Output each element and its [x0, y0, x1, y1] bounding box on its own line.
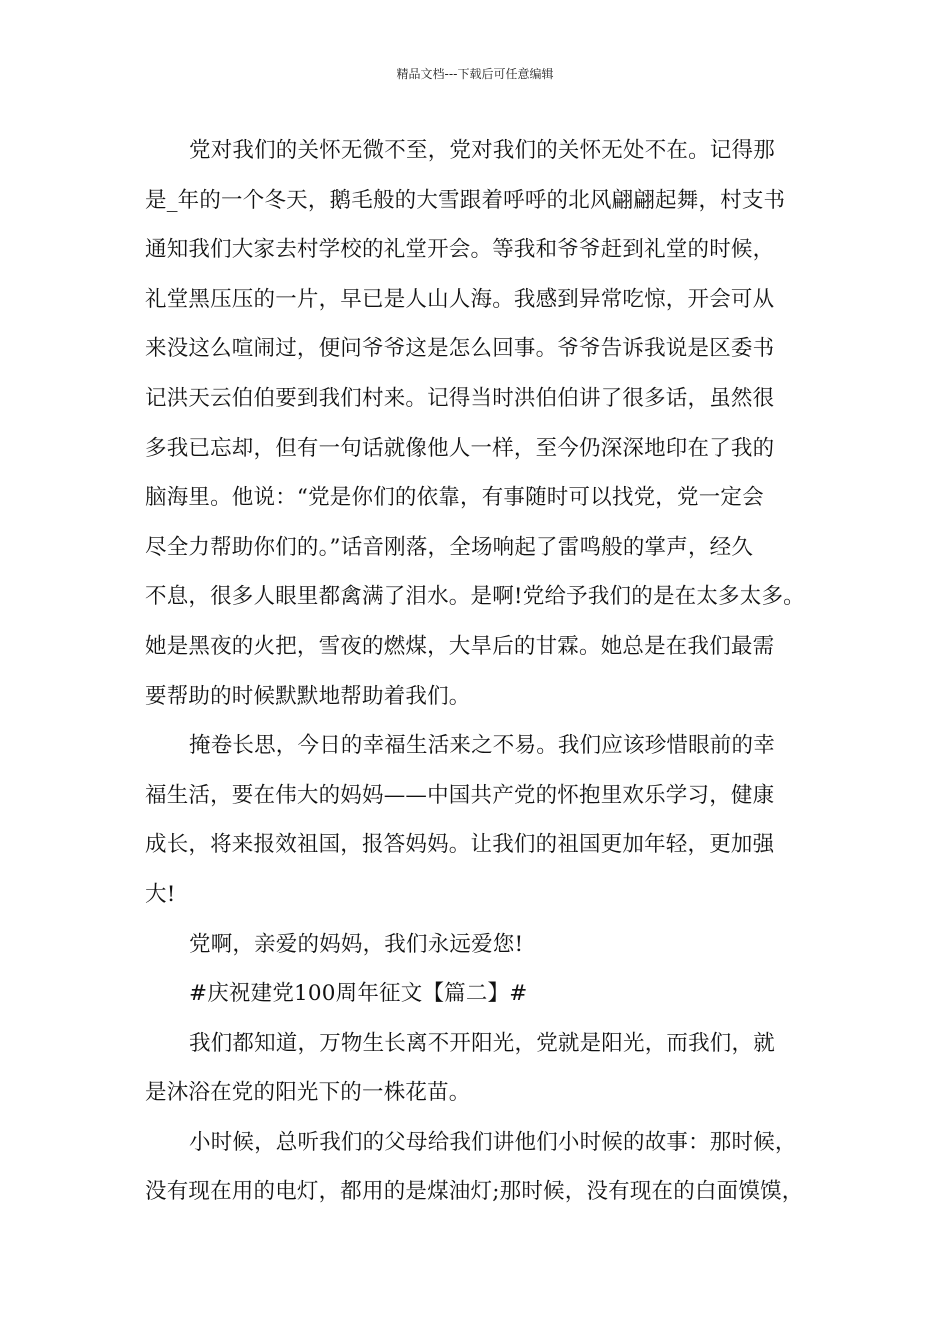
text-line: 多我已忘却，但有一句话就像他人一样，至今仍深深地印在了我的: [145, 435, 775, 461]
text-line: 记洪天云伯伯要到我们村来。记得当时洪伯伯讲了很多话，虽然很: [145, 385, 775, 411]
text-line: 她是黑夜的火把，雪夜的燃煤，大旱后的甘霖。她总是在我们最需: [145, 633, 775, 659]
paragraph-5: [145, 1118, 825, 1217]
text-line: 党对我们的关怀无微不至，党对我们的关怀无处不在。记得那: [189, 138, 775, 163]
paragraph-4: [145, 1019, 825, 1118]
text-line: 是_年的一个冬天，鹅毛般的大雪跟着呼呼的北风翩翩起舞，村支书: [145, 187, 786, 213]
page-header: 精品文档---下载后可任意编辑: [396, 67, 554, 81]
heading-line: #庆祝建党100周年征文【篇二】#: [189, 981, 528, 1007]
paragraph-3: [145, 920, 825, 970]
document-body: [145, 126, 825, 1217]
text-line: 通知我们大家去村学校的礼堂开会。等我和爷爷赶到礼堂的时候，: [145, 237, 775, 263]
text-line: 大!: [145, 881, 176, 907]
text-line: 掩卷长思，今日的幸福生活来之不易。我们应该珍惜眼前的幸: [189, 733, 775, 759]
text-line: 没有现在用的电灯，都用的是煤油灯;那时候，没有现在的白面馍馍，: [145, 1179, 804, 1205]
text-line: 礼堂黑压压的一片，早已是人山人海。我感到异常吃惊，开会可从: [145, 286, 775, 312]
text-line: 党啊，亲爱的妈妈，我们永远爱您!: [189, 931, 524, 957]
text-line: 不息，很多人眼里都禽满了泪水。是啊!党给予我们的是在太多太多。: [145, 584, 805, 610]
text-line: 脑海里。他说：“党是你们的依靠，有事随时可以找党，党一定会: [145, 485, 764, 511]
section-heading: [145, 969, 825, 1019]
paragraph-1: [145, 126, 825, 721]
text-line: 成长，将来报效祖国，报答妈妈。让我们的祖国更加年轻，更加强: [145, 832, 775, 858]
paragraph-2: [145, 721, 825, 919]
text-line: 要帮助的时候默默地帮助着我们。: [145, 683, 471, 709]
text-line: 福生活，要在伟大的妈妈——中国共产党的怀抱里欢乐学习，健康: [145, 782, 775, 808]
text-line: 尽全力帮助你们的。”话音刚落，全场响起了雷鸣般的掌声，经久: [145, 534, 754, 560]
text-line: 来没这么喧闹过，便问爷爷这是怎么回事。爷爷告诉我说是区委书: [145, 336, 775, 362]
text-line: 我们都知道，万物生长离不开阳光，党就是阳光，而我们，就: [189, 1030, 775, 1056]
text-line: 是沐浴在党的阳光下的一株花苗。: [145, 1080, 471, 1106]
text-line: 小时候，总听我们的父母给我们讲他们小时候的故事：那时候，: [189, 1129, 797, 1155]
